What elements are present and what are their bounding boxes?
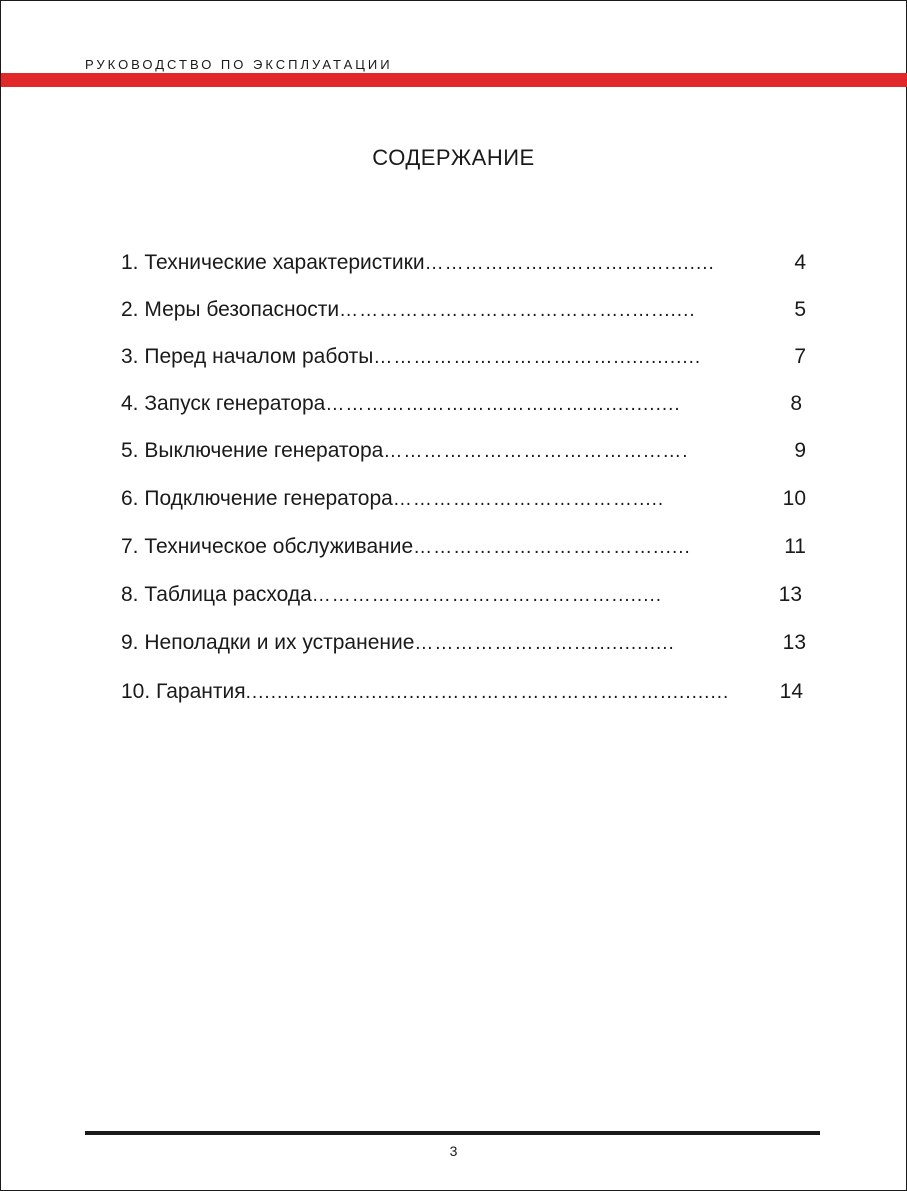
- toc-entry-label: 2. Меры безопасности: [121, 298, 340, 321]
- running-header: РУКОВОДСТВО ПО ЭКСПЛУАТАЦИИ: [85, 57, 393, 72]
- toc-page-number: 13: [778, 583, 802, 606]
- toc-page-number: 10: [782, 487, 806, 510]
- toc-entry[interactable]: [121, 484, 806, 514]
- toc-leader-dots: ……………………………………..….......: [339, 300, 696, 321]
- toc-page-number: 14: [779, 680, 803, 703]
- toc-entry-label: 6. Подключение генератора: [121, 487, 393, 510]
- header-red-band: [1, 73, 907, 87]
- toc-page-number: 5: [794, 298, 806, 321]
- toc-leader-dots: …………………………………...….: [383, 441, 689, 462]
- toc-page-number: 9: [794, 439, 806, 462]
- toc-entry[interactable]: [121, 342, 806, 372]
- toc-leader-dots: ………………………………..............: [373, 347, 702, 368]
- toc-entry[interactable]: [121, 389, 802, 419]
- toc-entry-label: 3. Перед началом работы: [121, 345, 374, 368]
- toc-leader-dots: ………………………………......: [413, 537, 691, 558]
- toc-entry-label: 7. Техническое обслуживание: [121, 535, 414, 558]
- toc-leader-dots: ………………………………………........: [311, 585, 663, 606]
- toc-leader-dots: ……………………………….....: [392, 489, 665, 510]
- toc-entry[interactable]: [121, 628, 806, 658]
- toc-entry[interactable]: [121, 532, 806, 562]
- toc-entry-label: 4. Запуск генератора: [121, 392, 326, 415]
- toc-page-number: 13: [782, 631, 806, 654]
- toc-leader-dots: ……………………………………............: [325, 394, 681, 415]
- toc-page-number: 4: [794, 251, 806, 274]
- toc-leader-dots: ...............................……………………………...........: [245, 682, 730, 703]
- toc-entry-label: 10. Гарантия: [121, 680, 246, 703]
- toc-entry[interactable]: [121, 295, 806, 325]
- toc-leader-dots: ………………………………........: [424, 253, 715, 274]
- toc-entry-label: 9. Неполадки и их устранение: [121, 631, 415, 654]
- toc-entry[interactable]: [121, 677, 803, 707]
- page-title: СОДЕРЖАНИЕ: [372, 145, 535, 170]
- toc-entry-label: 1. Технические характеристики: [121, 251, 425, 274]
- page-number: 3: [449, 1143, 458, 1159]
- toc-entry[interactable]: [121, 436, 806, 466]
- toc-entry[interactable]: [121, 248, 806, 278]
- toc-entry-label: 8. Таблица расхода: [121, 583, 312, 606]
- toc-page-number: 7: [794, 345, 806, 368]
- toc-leader-dots: ……………………................: [414, 633, 675, 654]
- toc-page-number: 8: [790, 392, 802, 415]
- toc-entry-label: 5. Выключение генератора: [121, 439, 384, 462]
- footer-rule: [85, 1131, 820, 1135]
- toc-entry[interactable]: [121, 580, 802, 610]
- toc-page-number: 11: [784, 535, 806, 558]
